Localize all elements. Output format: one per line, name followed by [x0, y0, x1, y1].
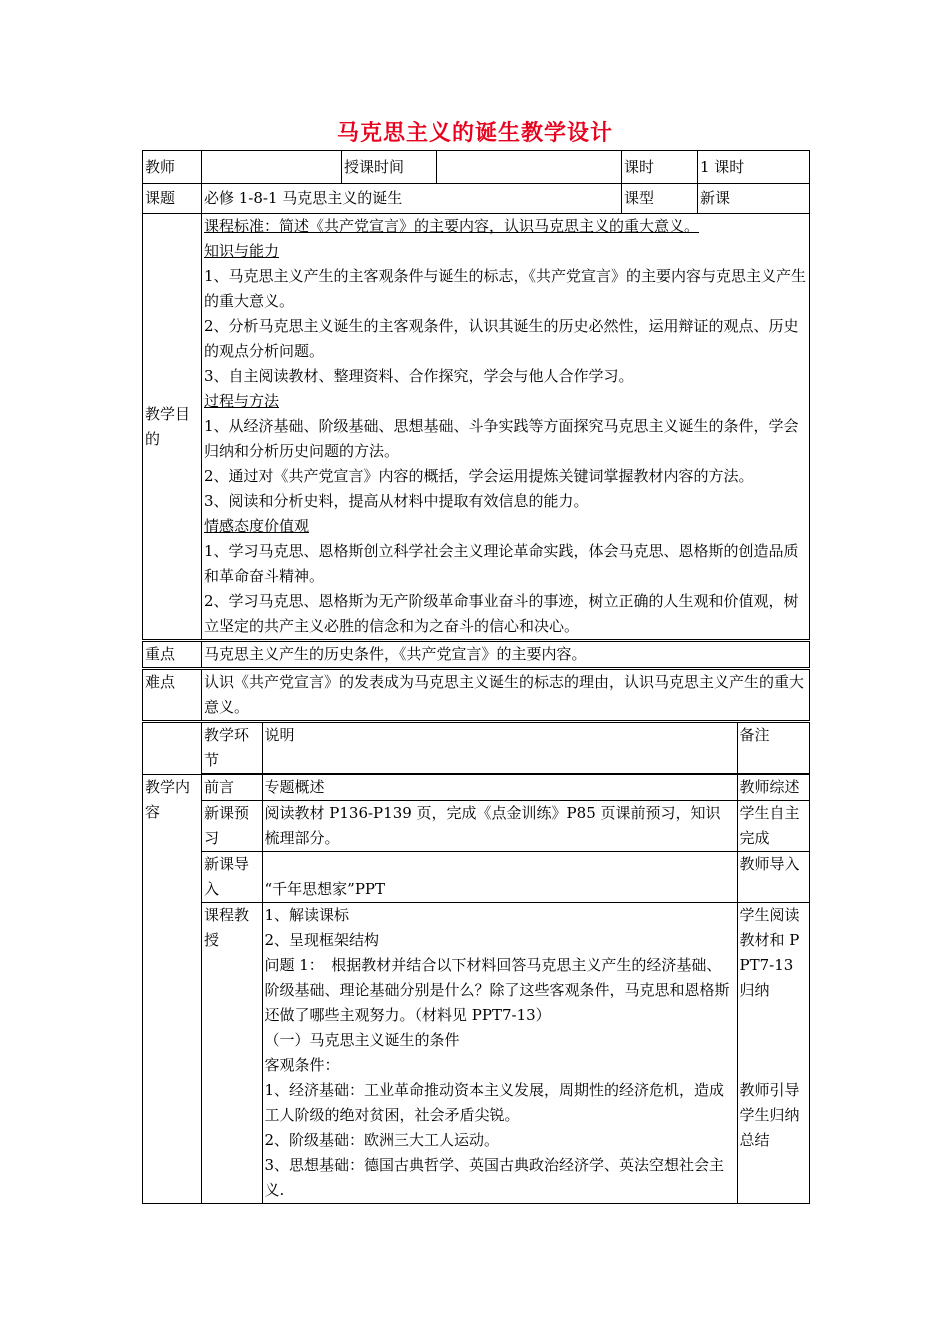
period-value: 1 课时: [698, 151, 810, 184]
time-value: [437, 151, 622, 184]
process-item: 1、从经济基础、阶级基础、思想基础、斗争实践等方面探究马克思主义诞生的条件，学会归纳和分析历史问题的方法。: [204, 417, 799, 460]
document-title: 马克思主义的诞生教学设计: [336, 120, 613, 146]
difficult-point-label: 难点: [143, 669, 202, 722]
content-column-blank: [143, 722, 202, 775]
content-label: 教学内容: [143, 774, 202, 1204]
content-section: [202, 722, 810, 775]
table-row: [202, 801, 809, 852]
stage-cell: 课程教授: [202, 903, 262, 1204]
teaching-line: 2、阶级基础：欧洲三大工人运动。: [264, 1131, 500, 1149]
stage-cell: 前言: [202, 775, 262, 801]
teaching-line: 1、解读课标: [264, 906, 350, 924]
description-cell: [262, 852, 737, 903]
teaching-line: 3、思想基础：德国古典哲学、英国古典政治经济学、英法空想社会主义.: [264, 1156, 725, 1199]
knowledge-item: 2、分析马克思主义诞生的主客观条件，认识其诞生的历史必然性，运用辩证的观点、历史的观点分析问题。: [204, 317, 799, 360]
teaching-line: （一）马克思主义诞生的条件: [264, 1031, 460, 1049]
stage-cell: 新课预习: [202, 801, 262, 852]
teaching-line: 2、呈现框架结构: [264, 931, 380, 949]
knowledge-item: 1、马克思主义产生的主客观条件与诞生的标志，《共产党宣言》的主要内容与克思主义产生的重大意义。: [204, 267, 807, 310]
table-row: [202, 775, 809, 801]
key-point-text: 马克思主义产生的历史条件，《共产党宣言》的主要内容。: [202, 641, 810, 669]
process-item: 2、通过对《共产党宣言》内容的概括，学会运用提炼关键词掌握教材内容的方法。: [204, 467, 754, 485]
note-cell: 教师导入: [737, 852, 809, 903]
knowledge-heading: 知识与能力: [204, 242, 280, 260]
emotion-heading: 情感态度价值观: [204, 517, 310, 535]
header-description: 说明: [262, 723, 737, 774]
lesson-plan-table: [142, 150, 810, 1204]
period-label: 课时: [622, 151, 698, 184]
teaching-description: [262, 903, 737, 1204]
description-cell: 阅读教材 P136-P139 页，完成《点金训练》P85 页课前预习，知识梳理部分。: [262, 801, 737, 852]
objectives-label: 教学目的: [143, 214, 202, 641]
note-text: 教师引导学生归纳总结: [739, 1081, 800, 1149]
curriculum-standard: 课程标准：简述《共产党宣言》的主要内容，认识马克思主义的重大意义。: [204, 217, 700, 235]
teacher-label: 教师: [143, 151, 202, 184]
knowledge-item: 3、自主阅读教材、整理资料、合作探究，学会与他人合作学习。: [204, 367, 634, 385]
time-label: 授课时间: [342, 151, 437, 184]
teaching-line: 问题 1： 根据教材并结合以下材料回答马克思主义产生的经济基础、阶级基础、理论基础分别是什么？除了这些客观条件，马克思和恩格斯还做了哪些主观努力。（材料见 PPT7-13）: [264, 956, 730, 1024]
note-cell: 教师综述: [737, 775, 809, 801]
note-cell: 学生自主完成: [737, 801, 809, 852]
type-value: 新课: [698, 184, 810, 214]
topic-value: 必修 1-8-1 马克思主义的诞生: [202, 184, 622, 214]
table-row: [202, 852, 809, 903]
content-rows: [202, 774, 810, 1204]
content-rows-table: [202, 774, 809, 1203]
header-note: 备注: [737, 723, 809, 774]
topic-label: 课题: [143, 184, 202, 214]
teacher-value: [202, 151, 342, 184]
type-label: 课型: [622, 184, 698, 214]
header-stage: 教学环节: [202, 723, 262, 774]
emotion-item: 2、学习马克思、恩格斯为无产阶级革命事业奋斗的事迹，树立正确的人生观和价值观，树立坚定的共产主义必胜的信念和为之奋斗的信心和决心。: [204, 592, 799, 635]
key-point-label: 重点: [143, 641, 202, 669]
content-inner-table: [202, 723, 809, 774]
note-text: 学生阅读教材和 PPT7-13 归纳: [739, 906, 800, 999]
emotion-item: 1、学习马克思、恩格斯创立科学社会主义理论革命实践，体会马克思、恩格斯的创造品质和革命奋斗精神。: [204, 542, 799, 585]
process-item: 3、阅读和分析史料，提高从材料中提取有效信息的能力。: [204, 492, 589, 510]
teaching-line: 1、经济基础：工业革命推动资本主义发展，周期性的经济危机，造成工人阶级的绝对贫困，社会矛盾尖锐。: [264, 1081, 725, 1124]
teaching-line: 客观条件：: [264, 1056, 340, 1074]
stage-cell: 新课导入: [202, 852, 262, 903]
process-heading: 过程与方法: [204, 392, 280, 410]
objectives-content: [202, 214, 810, 641]
description-cell: 专题概述: [262, 775, 737, 801]
table-row: [202, 903, 809, 1204]
teaching-notes: [737, 903, 809, 1204]
difficult-point-text: 认识《共产党宣言》的发表成为马克思主义诞生的标志的理由，认识马克思主义产生的重大意义。: [202, 669, 810, 722]
import-text: “千年思想家”PPT: [264, 880, 386, 898]
